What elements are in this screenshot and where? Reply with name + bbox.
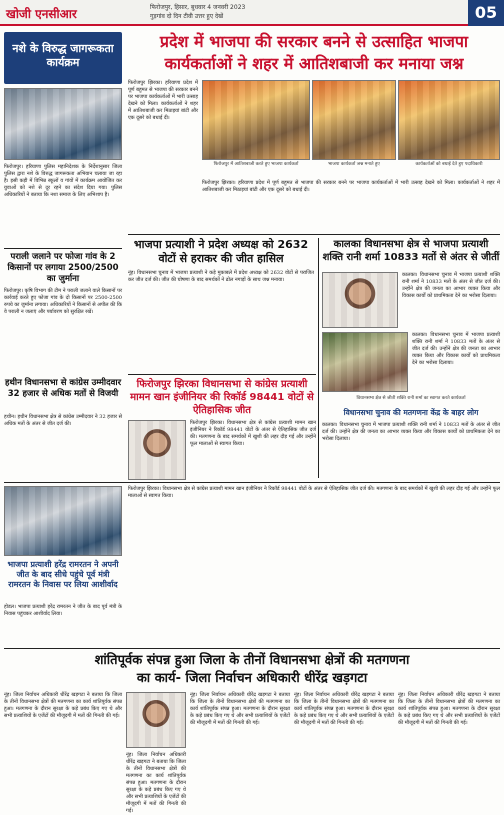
main-caption-1: फिरोजपुर में आतिशबाजी करते हुए भाजपा कार्यकर्ता [213,162,299,167]
main-caption-3: कार्यकर्ताओं को बधाई देते हुए पदाधिकारी [415,162,483,167]
sidebar-photo [4,88,122,160]
bottom-headline-1: शांतिपूर्वक संपन्न हुआ जिला के तीनों विधानसभा क्षेत्रों की मतगणना [94,653,410,668]
main-headline-1: प्रदेश में भाजपा की सरकार बनने से उत्साहित भाजपा [159,32,469,51]
bjp-headline: भाजपा प्रत्याशी हरेंद्र रामरतन ने अपनी जीत के बाद सीधे पहुंचे पूर्व मंत्री रामरतन के निवास पर लिया आशीर्वाद [7,560,119,589]
bjp-body: होडल। भाजपा प्रत्याशी हरेंद्र रामरतन ने जीत के बाद पूर्व मंत्री के निवास पहुंचकर आशीर्वाद लिया। [4,604,122,617]
main-photo-3 [398,80,500,160]
page-number: 05 [468,0,504,26]
sidebar-body: फिरोजपुर। हरियाणा पुलिस महानिदेशक के निर्देशानुसार जिला पुलिस द्वारा नशे के विरुद्ध जागरूकता अभियान चलाया जा रहा है। इसी कड़ी में विभिन्न स्कूलों व गांवों में कार्यक्रम आयोजित कर युवाओं को नशे से दूर रहने का संदेश दिया गया। पुलिस अधिकारियों ने बताया कि नशा समाज के लिए अभिशाप है। [4,164,122,198]
bottom-body-col-1: नूंह। जिला निर्वाचन अधिकारी धीरेंद्र खड़गटा ने बताया कि जिला के तीनों विधानसभा क्षेत्रों की मतगणना का कार्य शांतिपूर्वक संपन्न हुआ। मतगणना के दौरान सुरक्षा के कड़े प्रबंध किए गए थे और सभी प्रत्याशियों के एजेंटों की मौजूदगी में मतों की गिनती की गई। [4,692,122,719]
candidate-headline: हथीन विधानसभा से कांग्रेस उम्मीदवार 32 हजार से अधिक मतों से विजयी [4,378,122,399]
mamman-continued: फिरोजपुर झिरका। विधानसभा क्षेत्र से कांग्रेस प्रत्याशी मामन खान इंजीनियर ने रिकॉर्ड 98441 वोटों के अंतर से ऐतिहासिक जीत दर्ज की। मतगणना के बाद समर्थकों में खुशी की लहर दौड़ गई और उन्होंने फूल मालाओं से स्वागत किया। [128,486,500,499]
main-story-continued: फिरोजपुर झिरका। हरियाणा प्रदेश में पूर्ण बहुमत से भाजपा की सरकार बनने पर भाजपा कार्यकर्ताओं में भारी उत्साह देखने को मिला। कार्यकर्ताओं ने शहर में आतिशबाजी कर मिठाइयां बांटी और एक दूसरे को बधाई दी। [202,180,500,193]
divider [4,648,500,649]
main-story-body: फिरोजपुर झिरका। हरियाणा प्रदेश में पूर्ण बहुमत से भाजपा की सरकार बनने पर भाजपा कार्यकर्ताओं में भारी उत्साह देखने को मिला। कार्यकर्ताओं ने शहर में आतिशबाजी कर मिठाइयां बांटी और एक दूसरे को बधाई दी। [128,80,198,121]
result-1-body: नूंह। विधानसभा चुनाव में भाजपा प्रत्याशी ने कड़े मुकाबले में प्रदेश अध्यक्ष को 2632 वोटों से पराजित कर जीत दर्ज की। जीत की घोषणा के बाद समर्थकों ने ढोल नगाड़ों के साथ जश्न मनाया। [128,270,314,283]
main-photo-2 [312,80,396,160]
candidate-body: हथीन। हथीन विधानसभा क्षेत्र से कांग्रेस उम्मीदवार ने 32 हजार से अधिक मतों के अंतर से जीत दर्ज की। [4,414,122,427]
newspaper-title: खोजी एनसीआर [6,7,77,21]
kalka-subhead: विधानसभा चुनाव की मतगणना केंद्र के बाहर लोग [343,408,479,417]
masthead [0,0,504,26]
fine-body: फिरोजपुर। कृषि विभाग की टीम ने पराली जलाने वाले किसानों पर कार्रवाई करते हुए फोजा गांव के दो किसानों पर 2500-2500 रुपये का जुर्माना लगाया। अधिकारियों ने किसानों से अपील की कि वे पराली न जलाएं और पर्यावरण को सुरक्षित रखें। [4,288,122,315]
mamman-headline: फिरोजपुर झिरका विधानसभा से कांग्रेस प्रत्याशी मामन खान इंजीनियर की रिकॉर्ड 98441 वोटों से ऐतिहासिक जीत [130,379,314,416]
kalka-body: कालका। विधानसभा चुनाव में भाजपा प्रत्याशी शक्ति रानी शर्मा ने 10833 मतों के अंतर से जीत दर्ज की। उन्होंने क्षेत्र की जनता का आभार व्यक्त किया और विकास कार्यों को प्राथमिकता देने का भरोसा दिलाया। [322,422,500,442]
bottom-body-col-5: नूंह। जिला निर्वाचन अधिकारी धीरेंद्र खड़गटा ने बताया कि जिला के तीनों विधानसभा क्षेत्रों की मतगणना का कार्य शांतिपूर्वक संपन्न हुआ। मतगणना के दौरान सुरक्षा के कड़े प्रबंध किए गए थे और सभी प्रत्याशियों के एजेंटों की मौजूदगी में मतों की गिनती की गई। [398,692,500,726]
divider [128,374,316,375]
column-divider [318,238,319,478]
result-2-photo [322,332,408,392]
shakti-caption: विधानसभा क्षेत्र से जीती शक्ति रानी शर्मा का स्वागत करते कार्यकर्ता [356,396,466,401]
mamman-portrait [128,420,186,480]
masthead-date: फिरोजपुर, हिसार, बुधवार 4 जनवरी 2023 [150,4,246,11]
result-2-headline: कालका विधानसभा क्षेत्र से भाजपा प्रत्याशी शक्ति रानी शर्मा 10833 मतों से अंतर से जीतीं [322,239,500,263]
masthead-note: गुड़गांव दो दिन टीवी उत्तर हुए देखें [150,13,224,20]
bottom-headline-2: का कार्य- जिला निर्वाचन अधिकारी धीरेंद्र खड़गटा [136,671,368,686]
result-2-continued: कालका। विधानसभा चुनाव में भाजपा प्रत्याशी शक्ति रानी शर्मा ने 10833 मतों के अंतर से जीत दर्ज की। उन्होंने क्षेत्र की जनता का आभार व्यक्त किया और विकास कार्यों को प्राथमिकता देने का भरोसा दिलाया। [412,332,500,366]
candidate-portrait [322,272,398,328]
main-photo-1 [202,80,310,160]
divider [4,248,122,249]
result-2-body: कालका। विधानसभा चुनाव में भाजपा प्रत्याशी शक्ति रानी शर्मा ने 10833 मतों के अंतर से जीत दर्ज की। उन्होंने क्षेत्र की जनता का आभार व्यक्त किया और विकास कार्यों को प्राथमिकता देने का भरोसा दिलाया। [402,272,500,299]
main-headline-2: कार्यकर्ताओं ने शहर में आतिशबाजी कर मनाया जश्न [164,54,464,73]
bottom-body-col-2: नूंह। जिला निर्वाचन अधिकारी धीरेंद्र खड़गटा ने बताया कि जिला के तीनों विधानसभा क्षेत्रों की मतगणना का कार्य शांतिपूर्वक संपन्न हुआ। मतगणना के दौरान सुरक्षा के कड़े प्रबंध किए गए थे और सभी प्रत्याशियों के एजेंटों की मौजूदगी में मतों की गिनती की गई। [126,752,186,814]
mamman-body: फिरोजपुर झिरका। विधानसभा क्षेत्र से कांग्रेस प्रत्याशी मामन खान इंजीनियर ने रिकॉर्ड 98441 वोटों के अंतर से ऐतिहासिक जीत दर्ज की। मतगणना के बाद समर्थकों में खुशी की लहर दौड़ गई और उन्होंने फूल मालाओं से स्वागत किया। [190,420,316,447]
fine-headline: पराली जलाने पर फोजा गांव के 2 किसानों पर लगाया 2500/2500 का जुर्माना [7,252,119,284]
bjp-photo [4,486,122,556]
bottom-body-col-4: नूंह। जिला निर्वाचन अधिकारी धीरेंद्र खड़गटा ने बताया कि जिला के तीनों विधानसभा क्षेत्रों की मतगणना का कार्य शांतिपूर्वक संपन्न हुआ। मतगणना के दौरान सुरक्षा के कड़े प्रबंध किए गए थे और सभी प्रत्याशियों के एजेंटों की मौजूदगी में मतों की गिनती की गई। [294,692,394,726]
masthead-meta [150,3,245,21]
sidebar-heading: नशे के विरुद्ध जागरूकता कार्यक्रम [4,32,122,84]
divider [128,234,500,235]
official-portrait [126,692,186,748]
divider [4,482,500,483]
result-1-headline: भाजपा प्रत्याशी ने प्रदेश अध्यक्ष को 2632 वोटों से हराकर की जीत हासिल [133,238,309,265]
main-caption-2: भाजपा कार्यकर्ता जश्न मनाते हुए [328,162,380,167]
bottom-body-col-3: नूंह। जिला निर्वाचन अधिकारी धीरेंद्र खड़गटा ने बताया कि जिला के तीनों विधानसभा क्षेत्रों की मतगणना का कार्य शांतिपूर्वक संपन्न हुआ। मतगणना के दौरान सुरक्षा के कड़े प्रबंध किए गए थे और सभी प्रत्याशियों के एजेंटों की मौजूदगी में मतों की गिनती की गई। [190,692,290,726]
